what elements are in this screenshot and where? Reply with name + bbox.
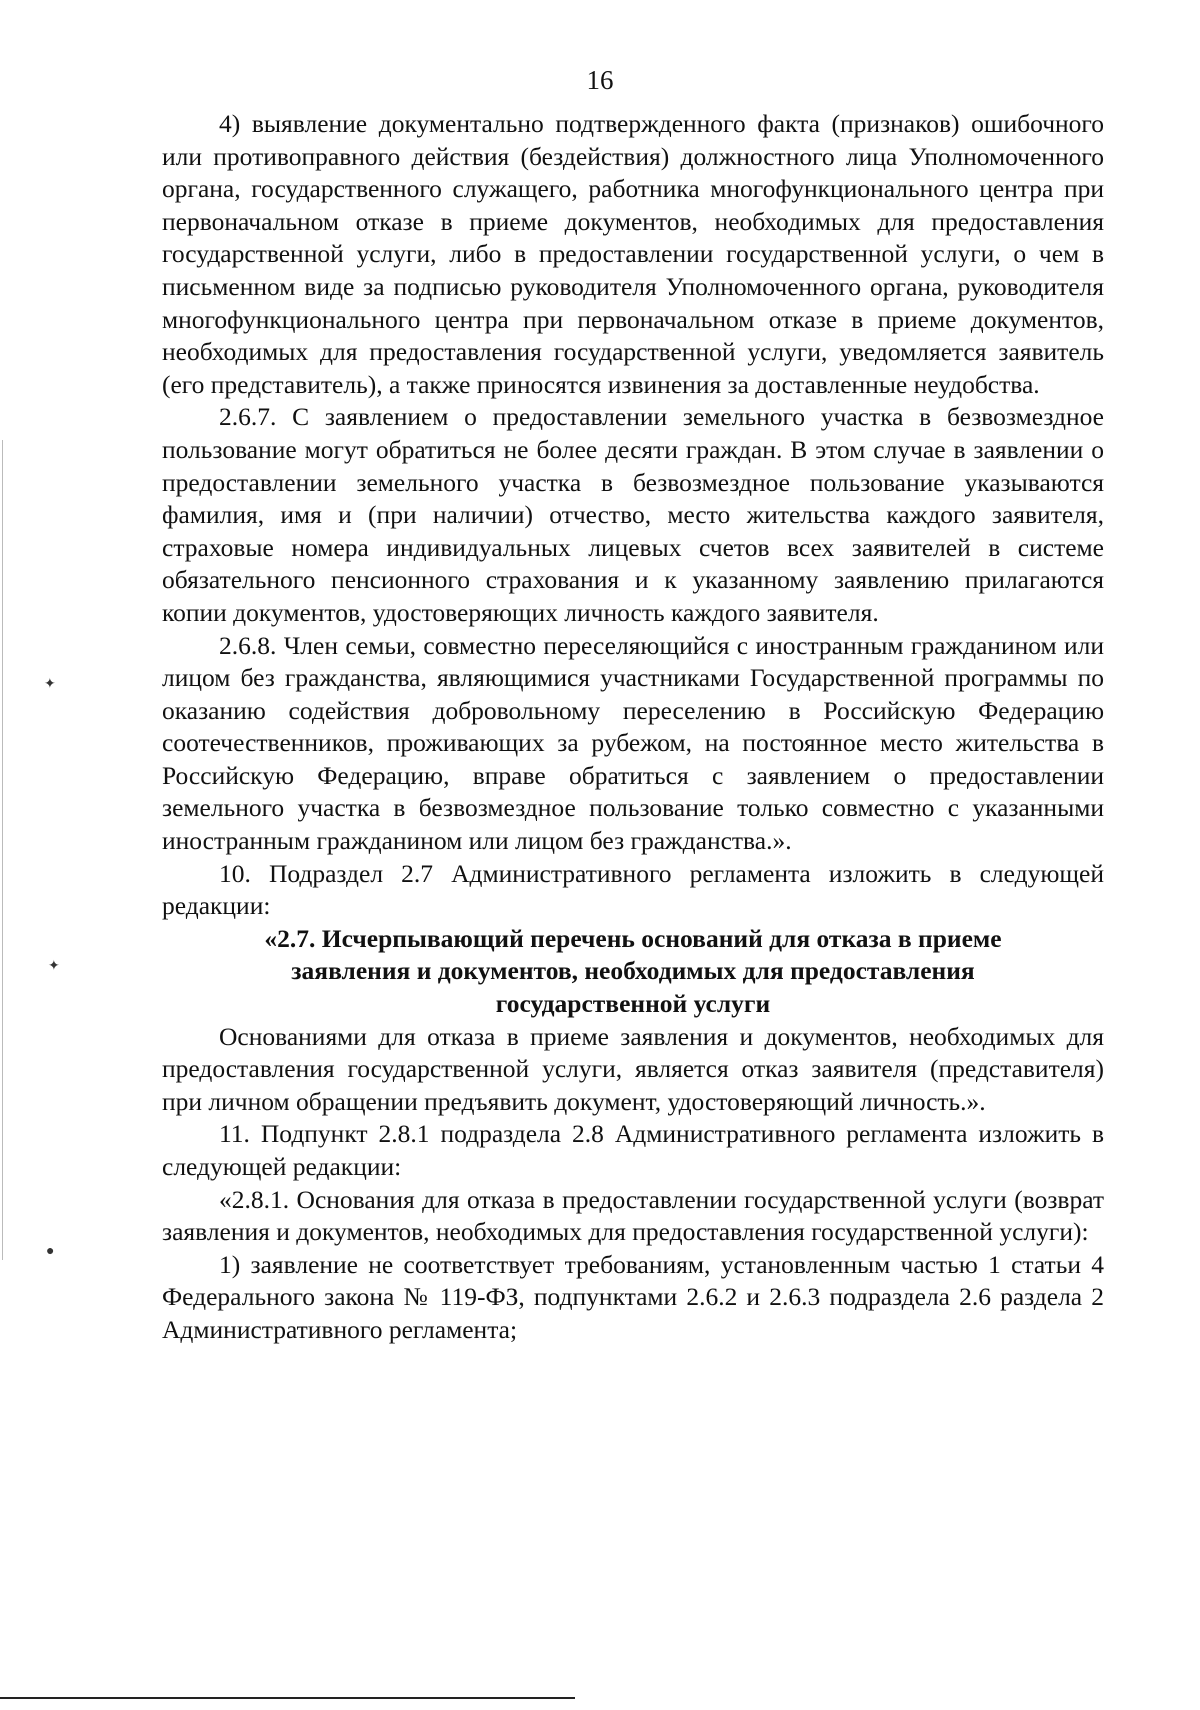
paragraph-2-6-7: 2.6.7. С заявлением о предоставлении земельного участка в безвозмездное пользование могут обратиться не более десяти граждан. В этом случае в заявлении о предоставлении земельного участка в безвозмездное пользование указываются фамилия, имя и (при наличии) отчество, место жительства каждого заявителя, страховые номера индивидуальных лицевых счетов всех заявителей в системе обязательного пенсионного страхования и к указанному заявлению прилагаются копии документов, удостоверяющих личность каждого заявителя. [162, 402, 1104, 627]
paragraph-amendment-11: 11. Подпункт 2.8.1 подраздела 2.8 Административного регламента изложить в следующей редакции: [162, 1119, 1104, 1181]
paragraph-2-8-1: «2.8.1. Основания для отказа в предоставлении государственной услуги (возврат заявления и документов, необходимых для предоставления государственной услуги): [162, 1184, 1104, 1247]
paragraph-amendment-10: 10. Подраздел 2.7 Административного регламента изложить в следующей редакции: [162, 858, 1104, 921]
scan-edge-line [2, 440, 3, 1260]
paragraph-refusal-grounds: Основаниями для отказа в приеме заявления и документов, необходимых для предоставления государственной услуги, является отказ заявителя (представителя) при личном обращении предъявить документ, удостоверяющий личность.». [162, 1021, 1104, 1116]
paragraph-item-1: 1) заявление не соответствует требованиям, установленным частью 1 статьи 4 Федерального закона № 119-ФЗ, подпунктами 2.6.2 и 2.6.3 подраздела 2.6 раздела 2 Административного регламента; [162, 1249, 1104, 1344]
paragraph-2-6-8: 2.6.8. Член семьи, совместно переселяющийся с иностранным гражданином или лицом без гражданства, являющимися участниками Государственной программы по оказанию содействия добровольному переселению в Российскую Федерацию соотечественников, проживающих за рубежом, на постоянное место жительства в Российскую Федерацию, вправе обратиться с заявлением о предоставлении земельного участка в безвозмездное пользование только совместно с указанными иностранным гражданином или лицом без гражданства.». [162, 630, 1104, 856]
margin-speck: ✦ [48, 959, 60, 974]
margin-speck: ● [46, 1244, 55, 1259]
section-heading-2-7: «2.7. Исчерпывающий перечень оснований для отказа в приеме заявления и документов, необходимых для предоставления государственной услуги [264, 923, 1002, 1019]
page-number: 16 [586, 65, 614, 95]
document-body [162, 108, 1104, 1347]
paragraph-item-4: 4) выявление документально подтвержденного факта (признаков) ошибочного или противоправного действия (бездействия) должностного лица Уполномоченного органа, государственного служащего, работника многофункционального центра при первоначальном отказе в приеме документов, необходимых для предоставления государственной услуги, либо в предоставлении государственной услуги, о чем в письменном виде за подписью руководителя Уполномоченного органа, руководителя многофункционального центра при первоначальном отказе в приеме документов, необходимых для предоставления государственной услуги, уведомляется заявитель (его представитель), а также приносятся извинения за доставленные неудобства. [162, 109, 1104, 399]
margin-speck: ✦ [44, 677, 56, 692]
scan-edge-line [0, 1697, 575, 1699]
